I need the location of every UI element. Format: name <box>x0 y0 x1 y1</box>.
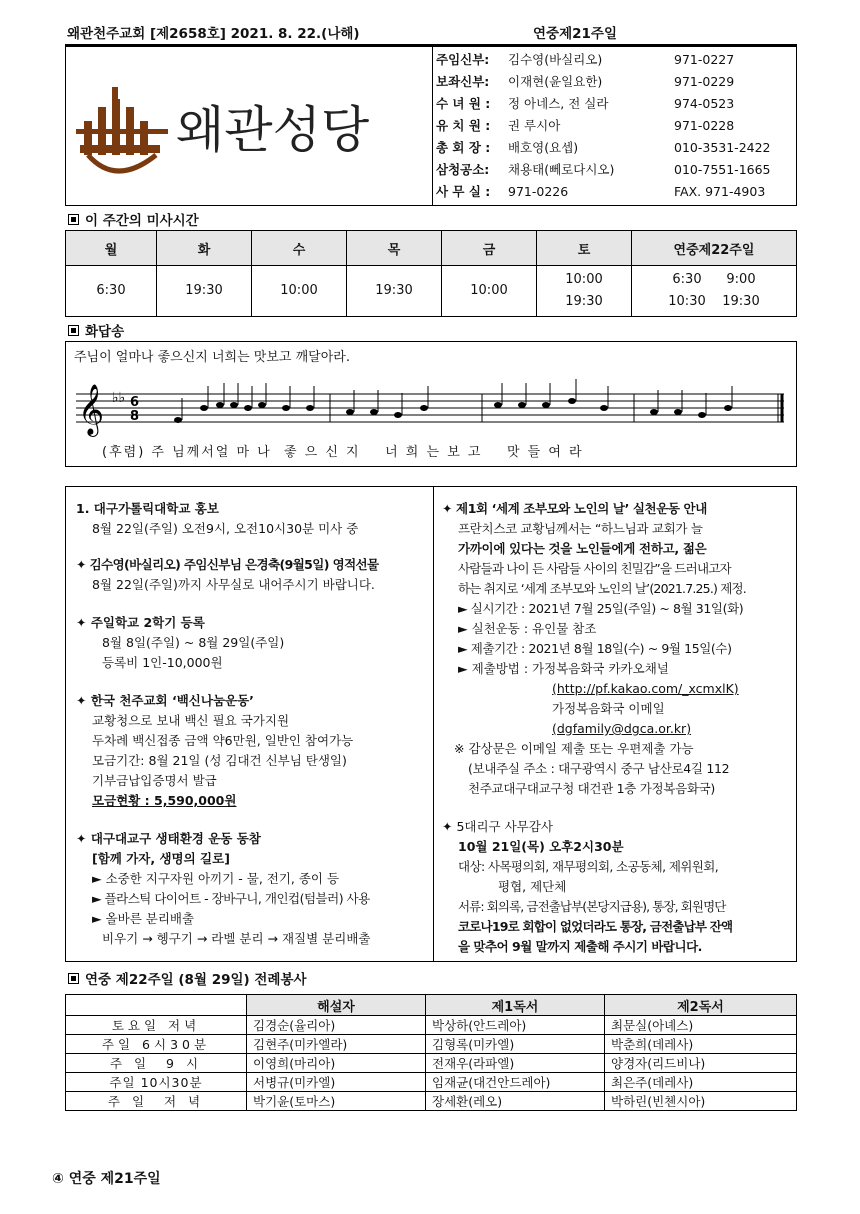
page-footer <box>52 1168 161 1188</box>
svg-text:6: 6 <box>130 395 140 410</box>
kakao-channel-link[interactable]: (http://pf.kakao.com/_xcmxlK) <box>552 681 739 696</box>
contact-row: 총 회 장 : 배호영(요셉) 010-3531-2422 <box>436 140 771 155</box>
contact-row: 보좌신부: 이재현(윤일요한) 971-0229 <box>436 74 735 89</box>
table-row: 주일 10시30분 서병규(미카엘) 임재균(대건안드레아) 최은주(데레사) <box>66 1073 797 1092</box>
table-row: 토요일 저녁 김경순(율리아) 박상하(안드레아) 최문실(아녜스) <box>66 1016 797 1035</box>
contact-row: 유 치 원 : 권 루시아 971-0228 <box>436 118 735 133</box>
svg-text:8: 8 <box>130 409 140 424</box>
svg-text:𝄞: 𝄞 <box>78 384 105 435</box>
mass-times-table: 월 화 수 목 금 토 연중제22주일 6:30 19:30 10:00 19:30 10:00 10:00 19:30 6:30 9:00 10:30 19:30 <box>65 230 797 317</box>
parish-name: 왜관성당 <box>176 101 370 159</box>
mass-section-title: 이 주간의 미사시간 <box>68 209 199 229</box>
bulletin-header <box>65 20 797 46</box>
music-staff <box>74 374 790 438</box>
contact-list <box>434 49 796 203</box>
psalm-lyrics: (후렴) 주 님께서얼 마 나 좋 으 신 지 너 희 는 보 고 맛 들 여 라 <box>102 445 584 460</box>
square-bullet-icon <box>68 973 79 984</box>
service-section-title: 연중 제22주일 (8월 29일) 전례봉사 <box>68 968 307 988</box>
contact-row: 수 녀 원 : 정 아네스, 전 실라 974-0523 <box>436 96 735 111</box>
svg-text:♭♭: ♭♭ <box>112 390 126 406</box>
psalm-text: 주님이 얼마나 좋으신지 너희는 맛보고 깨달아라. <box>74 350 350 365</box>
contact-row: 삼청공소: 채용태(뻬로다시오) 010-7551-1665 <box>436 162 771 177</box>
church-emblem-icon <box>76 87 168 171</box>
table-row: 주 일 9 시 이영희(마리아) 전재우(라파엘) 양경자(리드비나) <box>66 1054 797 1073</box>
parish-info-box <box>65 46 797 206</box>
news-box: 1. 대구가톨릭대학교 홍보 8월 22일(주일) 오전9시, 오전10시30분 미사 중 ✦ 김수영(바실리오) 주임신부님 은경축(9월5일) 영적선물 8월 22일(주일)까지 사무실로 내어주시기 바랍니다. ✦ 주일학교 2학기 등록 8월 8일(주일) ~ 8월 29일(주일) 등록비 1인-10,000원 ✦ 한국 천주교회 ‘백신나눔운동’ 교황청으로 보내 백신 필요 국가지원 두차례 백신접종 금액 약6만원, 일반인 참여가능 모금기간: 8월 21일 (성 김대건 신부님 탄생일) 기부금납입증명서 발급 모금현황 : 5,590,000원 ✦ 대구대교구 생태환경 운동 동참 [함께 가자, 생명의 길로] ► 소중한 지구자원 아끼기 - 물, 전기, 종이 등 ► 플라스틱 다이어트 - 장바구니, 개인컵(텀블러) 사용 ► 올바른 분리배출 비우기 → 헹구기 → 라벨 분리 → 재질별 분리배출 ✦ 제1회 ‘세계 조부모와 노인의 날’ 실천운동 안내 프란치스코 교황님께서는 “하느님과 교회가 늘 가까이에 있다는 것을 노인들에게 전하고, 젊은 사람들과 나이 든 사람들 사이의 친밀감”을 드러내고자 하는 취지로 ‘세계 조부모와 노인의 날’(2021.7.25.) 제정. ► 실시기간 : 2021년 7월 25일(주일) ~ 8월 31일(화) ► 실천운동 : 유인물 참조 ► 제출기간 : 2021년 8월 18일(수) ~ 9월 15일(수) ► 제출방법 : 가정복음화국 카카오채널 (http://pf.kakao.com/_xcmxlK) 가정복음화국 이메일 (dgfamily@dgca.or.kr) ※ 감상문은 이메일 제출 또는 우편제출 가능 (보내주실 주소 : 대구광역시 중구 남산로4길 112 천주교대구대교구청 대건관 1층 가정복음화국) ✦ 5대리구 사무감사 10월 21일(목) 오후2시30분 대상: 사목평의회, 재무평의회, 소공동체, 제위원회, 평협, 제단체 서류: 회의록, 금전출납부(본당지급용), 통장, 회원명단 코로나19로 회합이 없었더라도 통장, 금전출납부 잔액 을 맞추어 9월 말까지 제출해 주시기 바랍니다. <box>65 486 797 962</box>
liturgical-day: 연중제21주일 <box>533 26 617 42</box>
email-link[interactable]: (dgfamily@dgca.or.kr) <box>552 721 692 736</box>
footer-title: 연중 제21주일 <box>68 1171 161 1187</box>
table-row: 주 일 저 녁 박기윤(토마스) 장세환(레오) 박하린(빈첸시아) <box>66 1092 797 1111</box>
parish-logo <box>66 47 432 205</box>
psalm-box <box>65 341 797 467</box>
service-table: 해설자 제1독서 제2독서 토요일 저녁 김경순(율리아) 박상하(안드레아) 최문실(아녜스) 주일 6시30분 김현주(미카엘라) 김형록(미카엘) 박춘희(데레사) 주 일 9 시 이영희(마리아) 전재우(라파엘) 양경자(리드비나) 주일 10시30분 서병규(미카엘) 임재균(대건안드레아) 최은주(데레사) 주 일 저 녁 박기윤(토마스) 장세환(레오) 박하린(빈첸시아) <box>65 994 797 1111</box>
square-bullet-icon <box>68 325 79 336</box>
contact-row: 주임신부: 김수영(바실리오) 971-0227 <box>436 52 735 67</box>
column-divider <box>433 487 434 961</box>
psalm-section-title: 화답송 <box>68 320 124 340</box>
square-bullet-icon <box>68 214 79 225</box>
contact-row: 사 무 실 : 971-0226 FAX. 971-4903 <box>436 184 766 199</box>
page-number: ④ <box>52 1171 64 1187</box>
bulletin-issue: 왜관천주교회 [제2658호] 2021. 8. 22.(나해) <box>67 26 360 42</box>
table-row: 주일 6시30분 김현주(미카엘라) 김형록(미카엘) 박춘희(데레사) <box>66 1035 797 1054</box>
parish-logo-area <box>66 47 433 205</box>
